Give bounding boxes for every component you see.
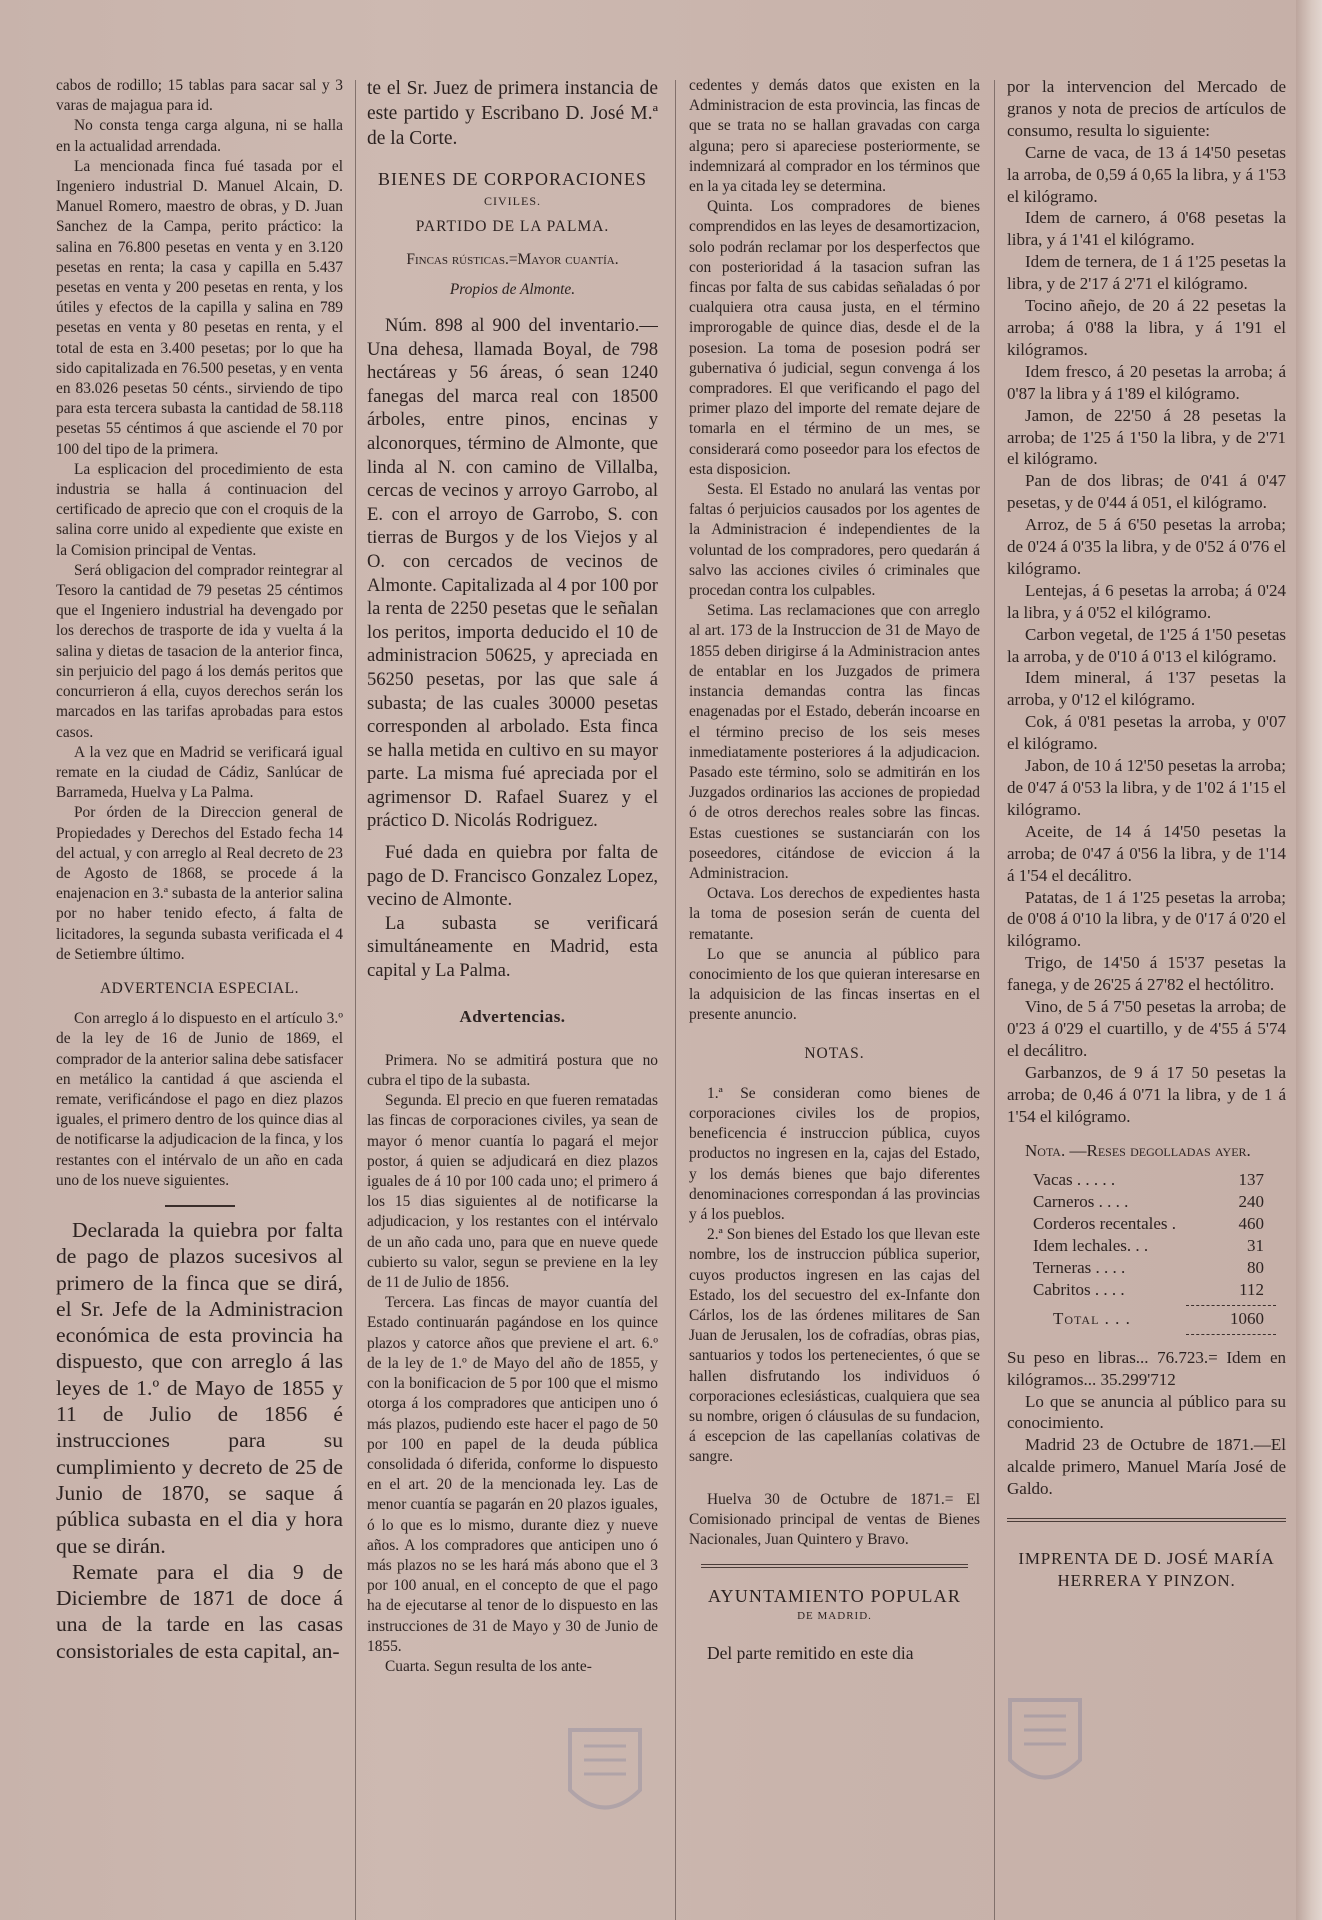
- paragraph: Su peso en libras... 76.723.= Idem en kilógramos... 35.299'712: [1007, 1347, 1286, 1389]
- lead-paragraph: te el Sr. Juez de primera instancia de este partido y Escribano D. José M.ª de la Corte.: [367, 78, 658, 149]
- paragraph: Cuarta. Segun resulta de los ante-: [385, 1657, 592, 1675]
- price-entry: Idem fresco, á 20 pesetas la arroba; á 0'87 la libra y á 1'89 el kilógramo.: [1007, 361, 1286, 403]
- paragraph: No consta tenga carga alguna, ni se halla en la actualidad arrendada.: [56, 117, 343, 155]
- paragraph: Será obligacion del comprador reintegrar al Tesoro la cantidad de 79 pesetas 25 céntimos que el Ingeniero industrial ha devengado por los derechos de trasporte de ida y vuelta á la salina y dietas de tasacion de la anterior finca, sin perjuicio del pago á los demás peritos que concurrieron á ella, cuyos derechos serán los marcados en las tarifas aprobadas para estos casos.: [56, 561, 343, 741]
- price-entry: Garbanzos, de 9 á 17 50 pesetas la arroba; de 0,46 á 0'71 la libra, y de 1 á 1'54 el kilógramo.: [1007, 1062, 1286, 1126]
- paragraph: Tercera. Las fincas de mayor cuantía del Estado continuarán pagándose en los quince plazos y catorce años que previene el art. 6.º de la ley de 1.º de Mayo del año de 1855, y con la bonificacion de 5 por 100 que el mismo otorga á los compradores que anticipen uno ó más plazos, pudiendo este hacer el pago de 50 por 100 en papel de la deuda pública consolidada ó diferida, conforme lo dispuesto en el art. 20 de la mencionada ley. Las de menor cuantía se pagarán en 20 plazos iguales, ó lo que es lo mismo, durante diez y nueve años. A los compradores que anticipen uno ó más plazos no se les hará más abono que el 3 por 100 anual, en el concepto de que el pago ha de ejecutarse al tenor de lo dispuesto en las instrucciones de 31 de Mayo y 30 de Junio de 1855.: [367, 1294, 658, 1655]
- row-label: Vacas . . . . .: [1033, 1170, 1116, 1190]
- price-entry: Idem de carnero, á 0'68 pesetas la libra, y á 1'41 el kilógramo.: [1007, 208, 1286, 250]
- announcement-paragraph: Declarada la quiebra por falta de pago de plazos sucesivos al primero de la finca que se dirá, el Sr. Jefe de la Administracion económica de esta provincia ha dispuesto, que con arreglo á las leyes de 1.º de Mayo de 1855 y 11 de Julio de 1856 é instrucciones para su cumplimiento y decreto de 25 de Junio de 1870, se saque á pública subasta en el dia y hora que se dirán.: [56, 1217, 343, 1558]
- nota-heading: Nota. —Reses degolladas ayer.: [1025, 1140, 1251, 1160]
- paragraph: La mencionada finca fué tasada por el Ingeniero industrial D. Manuel Alcain, D. Manuel Romero, maestro de obras, y D. Juan Sanchez de la Campa, perito práctico: la salina en 76.800 pesetas en venta y en 3.120 pesetas en renta; la casa y capilla en 5.437 pesetas en venta y 200 pesetas en renta, y los útiles y efectos de la capilla y salina en 789 pesetas en venta y 80 pesetas en renta, y el total de esta en 3.400 pesetas; por lo que ha sido capitalizada en 76.500 pesetas, y en venta en 83.026 pesetas 50 cénts., sirviendo de tipo para esta tercera subasta la cantidad de 58.118 pesetas 55 céntimos á que asciende el 70 por 100 del tipo de la primera.: [56, 157, 343, 458]
- table-row: [1007, 1235, 1286, 1257]
- divider: [1007, 1518, 1286, 1522]
- row-value: 137: [1238, 1170, 1264, 1190]
- advertencias-heading: Advertencias.: [459, 1006, 566, 1026]
- paragraph: Setima. Las reclamaciones que con arreglo al art. 173 de la Instruccion de 31 de Mayo de 1855 deben dirigirse á la Administracion antes de entablar en los Juzgados de primera instancia demandas contra las fincas enagenadas por el Estado, deberán incoarse en el término preciso de los seis meses inmediatamente posteriores á la adjudicacion. Pasado este término, solo se admitirán en los Juzgados ordinarios las acciones de propiedad ó de otros derechos reales sobre las fincas. Estas cuestiones se sustanciarán con los poseedores, citándose de eviccion á la Administracion.: [689, 602, 980, 882]
- propios-heading: Propios de Almonte.: [449, 280, 576, 298]
- paragraph: Fué dada en quiebra por falta de pago de D. Francisco Gonzalez Lopez, vecino de Almonte.: [367, 842, 658, 911]
- column-rule: [994, 80, 995, 1920]
- paragraph: Segunda. El precio en que fueren rematadas las fincas de corporaciones civiles, ya sean de mayor ó menor cuantía lo pagará el mejor postor, á quien se adjudicará en diez plazos iguales de á 10 por 100 cada uno; el primero á los 15 dias siguientes al de notificarse la adjudicacion, y los restantes con el intérvalo de un año cada uno, para que en nueve quede cubierto su valor, segun se previene en la ley de 11 de Julio de 1856.: [367, 1092, 658, 1292]
- reses-table: [1007, 1169, 1286, 1334]
- price-entry: Jabon, de 10 á 12'50 pesetas la arroba; de 0'47 á 0'53 la libra, y de 1'02 á 1'15 el kilógramo.: [1007, 756, 1286, 819]
- paragraph: Con arreglo á lo dispuesto en el artículo 3.º de la ley de 16 de Junio de 1869, el comprador de la anterior salina debe satisfacer en metálico la cantidad á que ascienda el remate, verificándose el pago en diez plazos iguales, el primero dentro de los quince dias al de notificarse la adjudicacion de la finca, y los restantes con el intérvalo de un año en cada uno de los nueve siguientes.: [56, 1010, 343, 1189]
- price-entry: Vino, de 5 á 7'50 pesetas la arroba; de 0'23 á 0'29 el cuartillo, y de 4'55 á 5'74 el decálitro.: [1007, 997, 1286, 1060]
- price-entry: Carbon vegetal, de 1'25 á 1'50 pesetas la arroba, y de 0'10 á 0'13 el kilógramo.: [1007, 624, 1286, 666]
- table-row: [1007, 1191, 1286, 1213]
- row-value: 31: [1247, 1236, 1264, 1256]
- row-label: Carneros . . . .: [1033, 1192, 1129, 1212]
- row-value: 460: [1238, 1214, 1264, 1234]
- column-2: [367, 76, 658, 1920]
- paragraph: 2.ª Son bienes del Estado los que llevan este nombre, los de instruccion pública superior, cuyos productos ingresen en las cajas del Estado, los del secuestro del ex-Infante don Cárlos, los de las órdenes militares de San Juan de Jerusalen, los de cofradías, obras pias, santuarios y todos los pertenecientes, ó que se hallen disfrutando los individuos ó corporaciones eclesiásticas, cualquiera que sea su nombre, origen ó cláusulas de su fundacion, á escepcion de las capellanías colativas de sangre.: [689, 1226, 980, 1466]
- fincas-heading: Fincas rústicas.=Mayor cuantía.: [406, 250, 619, 268]
- total-value: 1060: [1230, 1308, 1264, 1328]
- paragraph: Octava. Los derechos de expedientes hasta la toma de posesion serán de cuenta del rematante.: [689, 885, 980, 943]
- paragraph: por la intervencion del Mercado de granos y nota de precios de artículos de consumo, resulta lo siguiente:: [1007, 77, 1286, 140]
- divider: [701, 1564, 968, 1568]
- row-label: Corderos recentales .: [1033, 1214, 1177, 1234]
- printer-imprint: IMPRENTA DE D. JOSÉ MARÍA HERRERA Y PINZON.: [1018, 1549, 1275, 1590]
- partido-heading: PARTIDO DE LA PALMA.: [415, 218, 610, 236]
- total-label: Total . . .: [1053, 1308, 1131, 1328]
- price-entry: Arroz, de 5 á 6'50 pesetas la arroba; de 0'24 á 0'35 la libra, y de 0'52 á 0'76 el kilógramo.: [1007, 515, 1286, 578]
- price-entry: Jamon, de 22'50 á 28 pesetas la arroba; de 1'25 á 1'50 la libra, y de 2'71 el kilógramo.: [1007, 405, 1286, 469]
- total-divider: [1186, 1305, 1276, 1306]
- column-3: [689, 76, 980, 1920]
- signature-paragraph: Madrid 23 de Octubre de 1871.—El alcalde primero, Manuel María José de Galdo.: [1007, 1435, 1286, 1499]
- paragraph: cedentes y demás datos que existen en la Administracion de esta provincia, las fincas de que se trata no se hallan gravadas con carga alguna; pero si apareciese posteriormente, se indemnizará al comprador en los términos que en la ya citada ley se determina.: [689, 77, 980, 196]
- finca-description: Núm. 898 al 900 del inventario.—Una dehesa, llamada Boyal, de 798 hectáreas y 56 áreas, ó sean 1240 fanegas del marca real con 18500 árboles, entre pinos, encinas y alconorques, término de Almonte, que linda al N. con camino de Villalba, cercas de vecinos y arroyo Garrobo, al E. con el arroyo de Garrobo, S. con tierras de Burgos y de los Viejos y al O. con cercados de vecinos de Almonte. Capitalizada al 4 por 100 por la renta de 2250 pesetas que le señalan los peritos, importa deducido el 10 de administracion 50625, y apreciada en 56250 pesetas, por las que sale á subasta; de las cuales 30000 pesetas corresponden al arbolado. Esta finca se halla metida en cultivo en su mayor parte. La misma fué apreciada por el agrimensor D. Rafael Suarez y el práctico D. Nicolás Rodriguez.: [367, 315, 658, 832]
- table-row: [1007, 1169, 1286, 1191]
- paragraph: A la vez que en Madrid se verificará igual remate en la ciudad de Cádiz, Sanlúcar de Barrameda, Huelva y La Palma.: [56, 743, 343, 802]
- paragraph: Sesta. El Estado no anulará las ventas por faltas ó perjuicios causados por los agentes de la Administracion é independientes de la voluntad de los compradores, pero quedarán á salvo las acciones civiles ó criminales que procedan contra los culpables.: [689, 481, 980, 600]
- section-subtitle: CIVILES.: [484, 194, 541, 209]
- total-divider: [1186, 1334, 1276, 1335]
- paragraph: cabos de rodillo; 15 tablas para sacar sal y 3 varas de majagua para id.: [56, 77, 343, 115]
- notas-heading: NOTAS.: [804, 1044, 865, 1062]
- paragraph: Del parte remitido en este dia: [707, 1642, 914, 1663]
- row-value: 112: [1239, 1279, 1264, 1299]
- price-entry: Idem mineral, á 1'37 pesetas la arroba, y 0'12 el kilógramo.: [1007, 668, 1286, 710]
- paragraph: La subasta se verificará simultáneamente en Madrid, esta capital y La Palma.: [367, 912, 658, 982]
- page-edge: [1296, 0, 1322, 1920]
- price-entry: Lentejas, á 6 pesetas la arroba; á 0'24 la libra, y á 0'52 el kilógramo.: [1007, 580, 1286, 622]
- price-entry: Patatas, de 1 á 1'25 pesetas la arroba; de 0'08 á 0'10 la libra, y de 0'17 á 0'20 el kilógramo.: [1007, 887, 1286, 951]
- signature-paragraph: Huelva 30 de Octubre de 1871.= El Comisionado principal de ventas de Bienes Nacionales, Juan Quintero y Bravo.: [689, 1490, 980, 1549]
- total-row: [1007, 1308, 1286, 1330]
- announcement-paragraph: Remate para el dia 9 de Diciembre de 1871 de doce á una de la tarde en las casas consistoriales de esta capital, an-: [56, 1559, 343, 1663]
- price-entry: Tocino añejo, de 20 á 22 pesetas la arroba; á 0'88 la libra, y á 1'91 el kilógramos.: [1007, 296, 1286, 359]
- paragraph: La esplicacion del procedimiento de esta industria se halla á continuacion del certificado de aprecio que con el croquis de la salina corre unido al expediente que existe en la Comision principal de Ventas.: [56, 460, 343, 559]
- row-label: Idem lechales. . .: [1033, 1236, 1149, 1256]
- column-rule: [675, 80, 676, 1920]
- price-entry: Carne de vaca, de 13 á 14'50 pesetas la arroba, de 0,59 á 0,65 la libra, y á 1'53 el kilógramo.: [1007, 142, 1286, 206]
- table-row: [1007, 1279, 1286, 1301]
- ayuntamiento-heading: AYUNTAMIENTO POPULAR: [707, 1586, 962, 1607]
- price-entry: Cok, á 0'81 pesetas la arroba, y 0'07 el kilógramo.: [1007, 712, 1286, 754]
- table-row: [1007, 1257, 1286, 1279]
- price-entry: Aceite, de 14 á 14'50 pesetas la arroba; de 0'47 á 0'56 la libra, y de 1'14 á 1'54 el decálitro.: [1007, 821, 1286, 885]
- row-label: Terneras . . . .: [1033, 1258, 1126, 1278]
- paragraph: Primera. No se admitirá postura que no cubra el tipo de la subasta.: [367, 1051, 658, 1090]
- price-entry: Pan de dos libras; de 0'41 á 0'47 pesetas, y de 0'44 á 051, el kilógramo.: [1007, 471, 1286, 513]
- divider: [165, 1205, 235, 1207]
- table-row: [1007, 1213, 1286, 1235]
- row-label: Cabritos . . . .: [1033, 1279, 1125, 1299]
- ayuntamiento-subheading: DE MADRID.: [797, 1610, 872, 1623]
- paragraph: 1.ª Se consideran como bienes de corporaciones civiles los de propios, beneficencia é instruccion pública, cuyos productos no ingresen en la, cajas del Estado, y los demás bienes que bajo diferentes denominaciones correspondan á las provincias y á los pueblos.: [689, 1084, 980, 1223]
- paragraph: Lo que se anuncia al público para conocimiento de los que quieran interesarse en la adquisicion de las fincas insertas en el presente anuncio.: [689, 945, 980, 1024]
- column-rule: [355, 80, 356, 1920]
- paragraph: Por órden de la Direccion general de Propiedades y Derechos del Estado fecha 14 del actual, y con arreglo al Real decreto de 23 de Agosto de 1868, se procede á la enajenacion en 3.ª subasta de la anterior salina por no haber tenido efecto, á falta de licitadores, la segunda subasta verificada el 4 de Setiembre último.: [56, 804, 343, 963]
- row-value: 240: [1238, 1192, 1264, 1212]
- paragraph: Lo que se anuncia al público para su conocimiento.: [1007, 1391, 1286, 1433]
- row-value: 80: [1247, 1258, 1264, 1278]
- section-heading: ADVERTENCIA ESPECIAL.: [99, 979, 299, 997]
- paragraph: Quinta. Los compradores de bienes comprendidos en las leyes de desamortizacion, solo podrán reclamar por los desperfectos que con posterioridad á la tasacion sufran las fincas por falta de sus cabidas señaladas ó por cualquiera otra causa justa, en el término improrogable de quince dias, desde el de la posesion. La toma de posesion podrá ser gubernativa ó judicial, segun convenga á los compradores. El que verificando el pago del primer plazo del importe del remate dejare de tomarla en el término de un mes, se considerará como poseedor para los efectos de esta disposicion.: [689, 198, 980, 478]
- price-entry: Trigo, de 14'50 á 15'37 pesetas la fanega, y de 26'25 á 27'82 el hectólitro.: [1007, 953, 1286, 995]
- price-entry: Idem de ternera, de 1 á 1'25 pesetas la libra, y de 2'17 á 2'71 el kilógramo.: [1007, 252, 1286, 294]
- column-1: [56, 76, 343, 1920]
- section-title: BIENES DE CORPORACIONES: [377, 169, 648, 189]
- column-4: [1007, 76, 1286, 1920]
